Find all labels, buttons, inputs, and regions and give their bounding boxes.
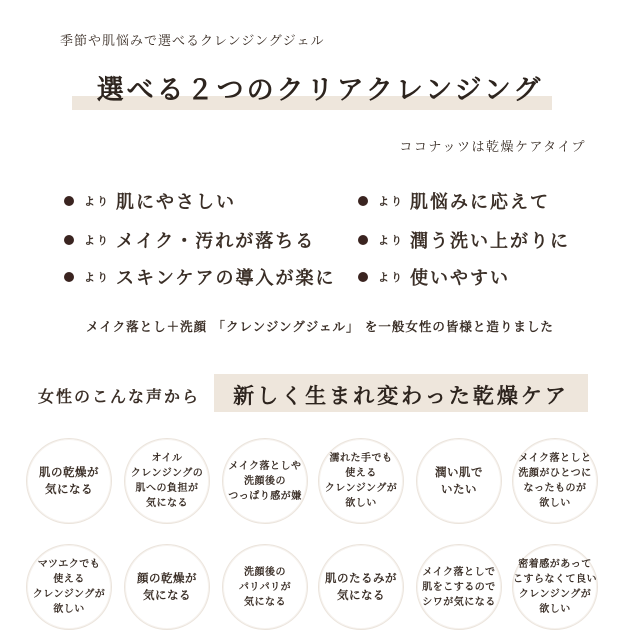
voice-circle: メイク落としと 洗顔がひとつに なったものが 欲しい [512, 438, 598, 524]
bullet-text: メイク・汚れが落ちる [116, 231, 316, 252]
eyebrow-text: 季節や肌悩みで選べるクレンジングジェル [60, 34, 325, 49]
voice-circle: 密着感があって こすらなくて良い クレンジングが 欲しい [512, 544, 598, 630]
feature-bullet [358, 227, 570, 253]
bullet-dot-icon [64, 272, 74, 282]
voice-title: 新しく生まれ変わった乾燥ケア [233, 384, 569, 408]
voice-circle: メイク落としで 肌をこするので シワが気になる [416, 544, 502, 630]
bullet-prefix: より [84, 234, 110, 247]
bullet-prefix: より [84, 271, 110, 284]
development-statement: メイク落とし＋洗顔 「クレンジングジェル」 を一般女性の皆様と造りました [86, 319, 554, 334]
page-title: 選べる２つのクリアクレンジング [96, 75, 544, 106]
voice-circle: 潤い肌で いたい [416, 438, 502, 524]
bullet-dot-icon [64, 196, 74, 206]
bullet-text: 肌にやさしい [116, 192, 236, 213]
voice-circle: 肌のたるみが 気になる [318, 544, 404, 630]
bullet-prefix: より [84, 195, 110, 208]
feature-bullet [64, 188, 236, 214]
feature-bullet [358, 264, 510, 290]
feature-bullet [64, 264, 335, 290]
voice-circle: 肌の乾燥が 気になる [26, 438, 112, 524]
voice-circle: 洗顔後の パリパリが 気になる [222, 544, 308, 630]
voice-circle: マツエクでも 使える クレンジングが 欲しい [26, 544, 112, 630]
bullet-prefix: より [378, 271, 404, 284]
bullet-dot-icon [64, 235, 74, 245]
voice-circle: オイル クレンジングの 肌への負担が 気になる [124, 438, 210, 524]
bullet-text: スキンケアの導入が楽に [116, 268, 336, 289]
bullet-dot-icon [358, 235, 368, 245]
feature-bullet [64, 227, 315, 253]
voice-circle: 顔の乾燥が 気になる [124, 544, 210, 630]
type-note: ココナッツは乾燥ケアタイプ [399, 140, 586, 155]
voice-circle: メイク落としや 洗顔後の つっぱり感が嫌 [222, 438, 308, 524]
bullet-dot-icon [358, 196, 368, 206]
bullet-text: 使いやすい [410, 268, 510, 289]
bullet-prefix: より [378, 195, 404, 208]
bullet-prefix: より [378, 234, 404, 247]
voice-circle: 濡れた手でも 使える クレンジングが 欲しい [318, 438, 404, 524]
bullet-text: 肌悩みに応えて [410, 192, 550, 213]
bullet-dot-icon [358, 272, 368, 282]
voice-label: 女性のこんな声から [38, 387, 201, 406]
bullet-text: 潤う洗い上がりに [410, 231, 570, 252]
feature-bullet [358, 188, 550, 214]
